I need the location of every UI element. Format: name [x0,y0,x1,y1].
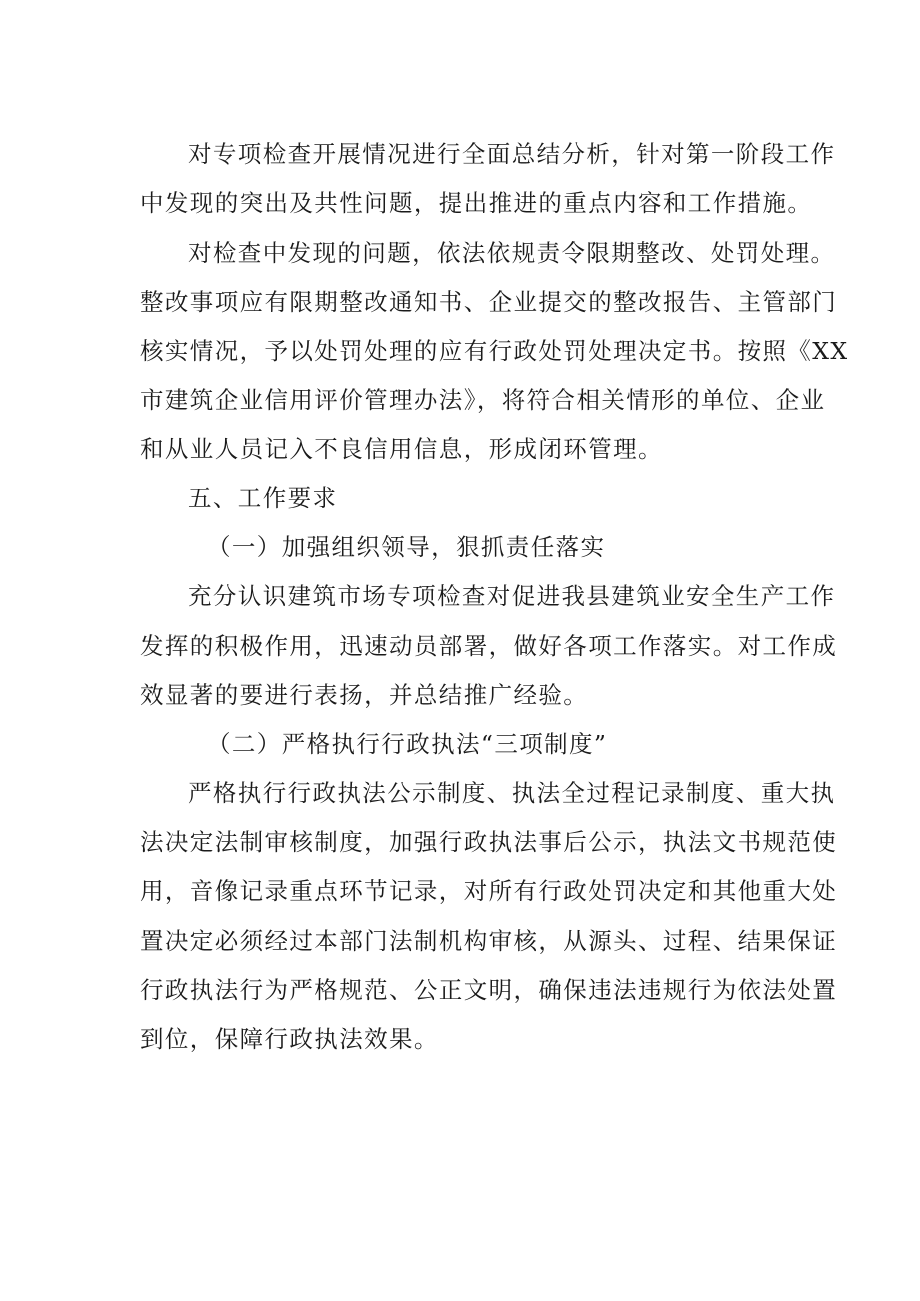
paragraph-line: 对专项检查开展情况进行全面总结分析，针对第一阶段工作 [188,140,836,168]
paragraph-line: 行政执法行为严格规范、公正文明，确保违法违规行为依法处置 [140,976,838,1004]
paragraph-line: 置决定必须经过本部门法制机构审核，从源头、过程、结果保证 [140,927,838,955]
paragraph-line: 市建筑企业信用评价管理办法》，将符合相关情形的单位、企业 [140,386,826,414]
paragraph-line: 到位，保障行政执法效果。 [140,1025,439,1053]
paragraph-line: 法决定法制审核制度，加强行政执法事后公示，执法文书规范使 [140,828,838,856]
paragraph-line: 效显著的要进行表扬，并总结推广经验。 [140,681,589,709]
paragraph-line: 核实情况，予以处罚处理的应有行政处罚处理决定书。按照《XX [140,337,849,365]
subsection-heading: （一）加强组织领导，狠抓责任落实 [207,533,606,561]
paragraph-line: 对检查中发现的问题，依法依规责令限期整改、处罚处理。 [188,239,836,267]
paragraph-line: 发挥的积极作用，迅速动员部署，做好各项工作落实。对工作成 [140,632,838,660]
paragraph-line: 整改事项应有限期整改通知书、企业提交的整改报告、主管部门 [140,288,838,316]
paragraph-line: 中发现的突出及共性问题，提出推进的重点内容和工作措施。 [140,189,813,217]
paragraph-line: 充分认识建筑市场专项检查对促进我县建筑业安全生产工作 [188,582,836,610]
subsection-heading: （二）严格执行行政执法“三项制度” [207,730,608,758]
paragraph-line: 用，音像记录重点环节记录，对所有行政处罚决定和其他重大处 [140,877,838,905]
paragraph-line: 和从业人员记入不良信用信息，形成闭环管理。 [140,435,663,463]
section-heading: 五、工作要求 [188,484,338,512]
paragraph-line: 严格执行行政执法公示制度、执法全过程记录制度、重大执 [188,779,836,807]
